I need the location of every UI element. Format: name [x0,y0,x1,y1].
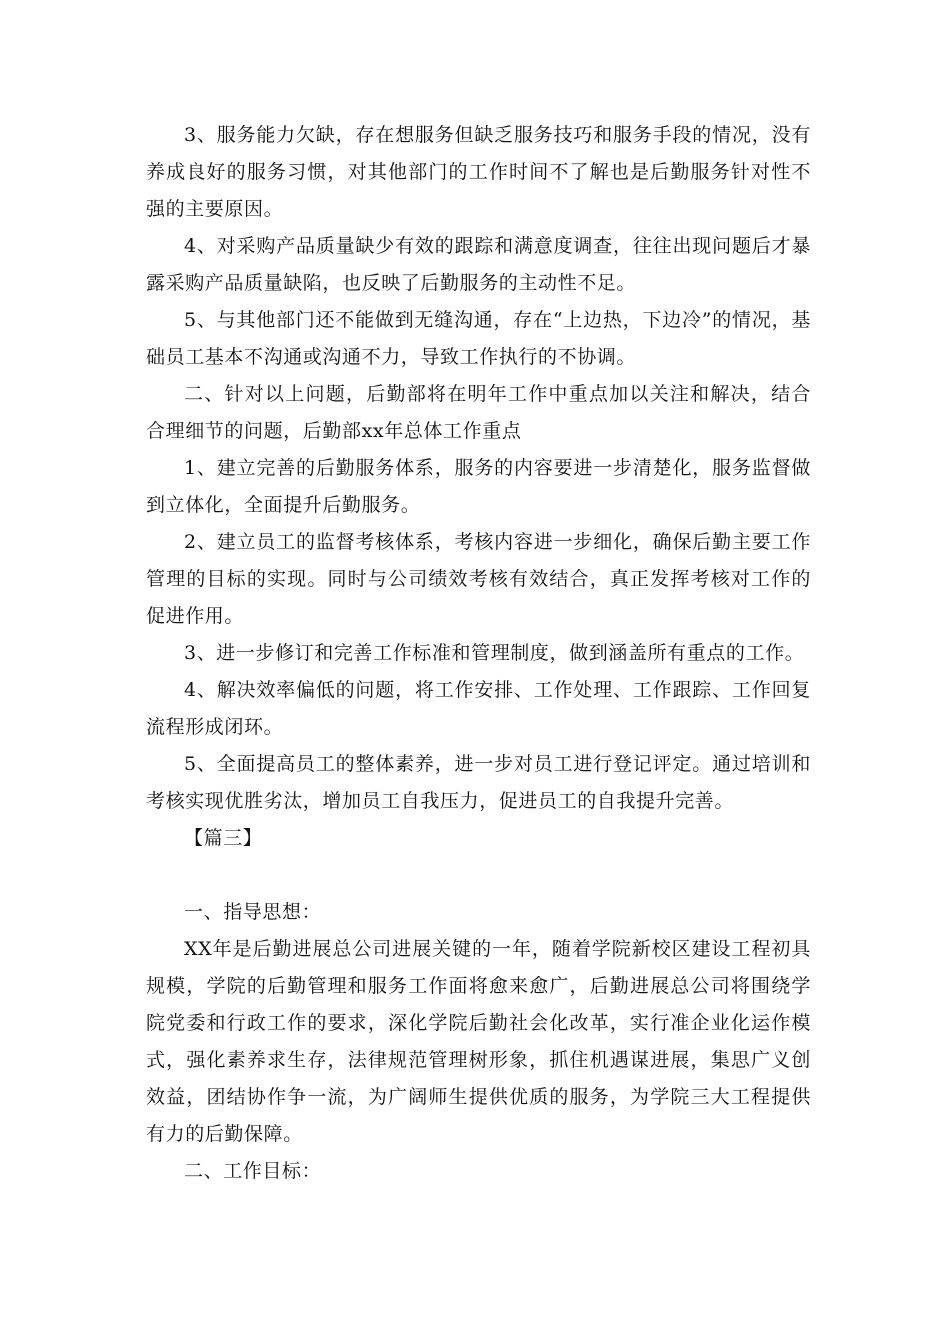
part-three-title: 【篇三】 [184,827,263,849]
focus-item-4: 4、解决效率偏低的问题，将工作安排、工作处理、工作跟踪、工作回复流程形成闭环。 [146,679,811,738]
document-body [146,117,811,1190]
work-goal-heading: 二、工作目标： [184,1160,322,1182]
guiding-ideology-heading: 一、指导思想： [184,901,322,923]
paragraph-item-5: 5、与其他部门还不能做到无缝沟通，存在“上边热，下边冷”的情况，基础员工基本不沟通或沟通不力，导致工作执行的不协调。 [146,309,811,368]
section-spacer [146,857,811,894]
focus-item-1: 1、建立完善的后勤服务体系，服务的内容要进一步清楚化，服务监督做到立体化，全面提升后勤服务。 [146,457,811,516]
focus-item-5: 5、全面提高员工的整体素养，进一步对员工进行登记评定。通过培训和考核实现优胜劣汰，增加员工自我压力，促进员工的自我提升完善。 [146,753,811,812]
section-heading-two: 二、针对以上问题，后勤部将在明年工作中重点加以关注和解决，结合合理细节的问题，后勤部xx年总体工作重点 [146,383,811,442]
focus-item-2: 2、建立员工的监督考核体系，考核内容进一步细化，确保后勤主要工作管理的目标的实现。同时与公司绩效考核有效结合，真正发挥考核对工作的促进作用。 [146,531,811,627]
paragraph-item-4: 4、对采购产品质量缺少有效的跟踪和满意度调查，往往出现问题后才暴露采购产品质量缺陷，也反映了后勤服务的主动性不足。 [146,235,811,294]
paragraph-item-3: 3、服务能力欠缺，存在想服务但缺乏服务技巧和服务手段的情况，没有养成良好的服务习惯，对其他部门的工作时间不了解也是后勤服务针对性不强的主要原因。 [146,124,811,220]
guiding-ideology-text: XX年是后勤进展总公司进展关键的一年，随着学院新校区建设工程初具规模，学院的后勤管理和服务工作面将愈来愈广，后勤进展总公司将围绕学院党委和行政工作的要求，深化学院后勤社会化改革，实行准企业化运作模式，强化素养求生存，法律规范管理树形象，抓住机遇谋进展，集思广义创效益，团结协作争一流，为广阔师生提供优质的服务，为学院三大工程提供有力的后勤保障。 [146,938,811,1145]
focus-item-3: 3、进一步修订和完善工作标准和管理制度，做到涵盖所有重点的工作。 [184,642,805,664]
